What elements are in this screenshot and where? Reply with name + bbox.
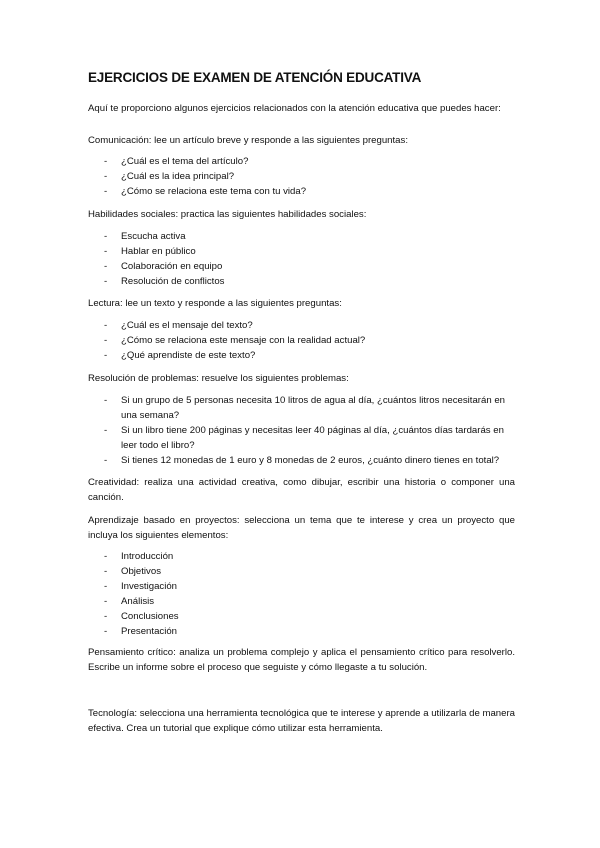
- bullet-list-habilidades-sociales: [88, 229, 515, 289]
- bullet-list-lectura: [88, 318, 515, 363]
- list-item: - Hablar en público: [88, 244, 515, 259]
- section-heading-comunicacion: Comunicación: lee un artículo breve y responde a las siguientes preguntas:: [88, 135, 408, 146]
- list-item: - Investigación: [88, 579, 515, 594]
- list-item: - Escucha activa: [88, 229, 515, 244]
- list-item: - Análisis: [88, 594, 515, 609]
- list-item: - Resolución de conflictos: [88, 274, 515, 289]
- section-heading-pensamiento-critico: Pensamiento crítico: analiza un problema complejo y aplica el pensamiento crítico para resolverlo. Escribe un informe sobre el proceso que seguiste y cómo llegaste a tu solución.: [88, 647, 515, 673]
- section-heading-tecnologia: Tecnología: selecciona una herramienta tecnológica que te interese y aprende a utilizarla de manera efectiva. Crea un tutorial que explique cómo utilizar esta herramienta.: [88, 708, 515, 734]
- list-item: - ¿Cuál es el tema del artículo?: [88, 154, 515, 169]
- list-item: - Introducción: [88, 549, 515, 564]
- list-item: - Si un libro tiene 200 páginas y necesitas leer 40 páginas al día, ¿cuántos días tardarás en leer todo el libro?: [88, 423, 515, 453]
- intro-paragraph: Aquí te proporciono algunos ejercicios relacionados con la atención educativa que puedes hacer:: [88, 103, 501, 114]
- list-item: - Si tienes 12 monedas de 1 euro y 8 monedas de 2 euros, ¿cuánto dinero tienes en total?: [88, 453, 515, 468]
- section-heading-aprendizaje-proyectos: Aprendizaje basado en proyectos: selecciona un tema que te interese y crea un proyecto que incluya los siguientes elementos:: [88, 515, 515, 541]
- section-heading-creatividad: Creatividad: realiza una actividad creativa, como dibujar, escribir una historia o componer una canción.: [88, 477, 515, 503]
- list-item: - Objetivos: [88, 564, 515, 579]
- section-heading-resolucion-problemas: Resolución de problemas: resuelve los siguientes problemas:: [88, 373, 349, 384]
- list-item: - Conclusiones: [88, 609, 515, 624]
- list-item: - ¿Cuál es el mensaje del texto?: [88, 318, 515, 333]
- bullet-list-aprendizaje-proyectos: [88, 549, 515, 639]
- bullet-list-resolucion-problemas: [88, 393, 515, 468]
- list-item: - ¿Cómo se relaciona este mensaje con la realidad actual?: [88, 333, 515, 348]
- list-item: - Colaboración en equipo: [88, 259, 515, 274]
- list-item: - ¿Qué aprendiste de este texto?: [88, 348, 515, 363]
- list-item: - Presentación: [88, 624, 515, 639]
- list-item: - ¿Cómo se relaciona este tema con tu vida?: [88, 184, 515, 199]
- section-heading-lectura: Lectura: lee un texto y responde a las siguientes preguntas:: [88, 298, 342, 309]
- document-title: EJERCICIOS DE EXAMEN DE ATENCIÓN EDUCATIVA: [88, 70, 422, 85]
- bullet-list-comunicacion: [88, 154, 515, 199]
- section-heading-habilidades-sociales: Habilidades sociales: practica las siguientes habilidades sociales:: [88, 209, 367, 220]
- list-item: - Si un grupo de 5 personas necesita 10 litros de agua al día, ¿cuántos litros necesitarán en una semana?: [88, 393, 515, 423]
- list-item: - ¿Cuál es la idea principal?: [88, 169, 515, 184]
